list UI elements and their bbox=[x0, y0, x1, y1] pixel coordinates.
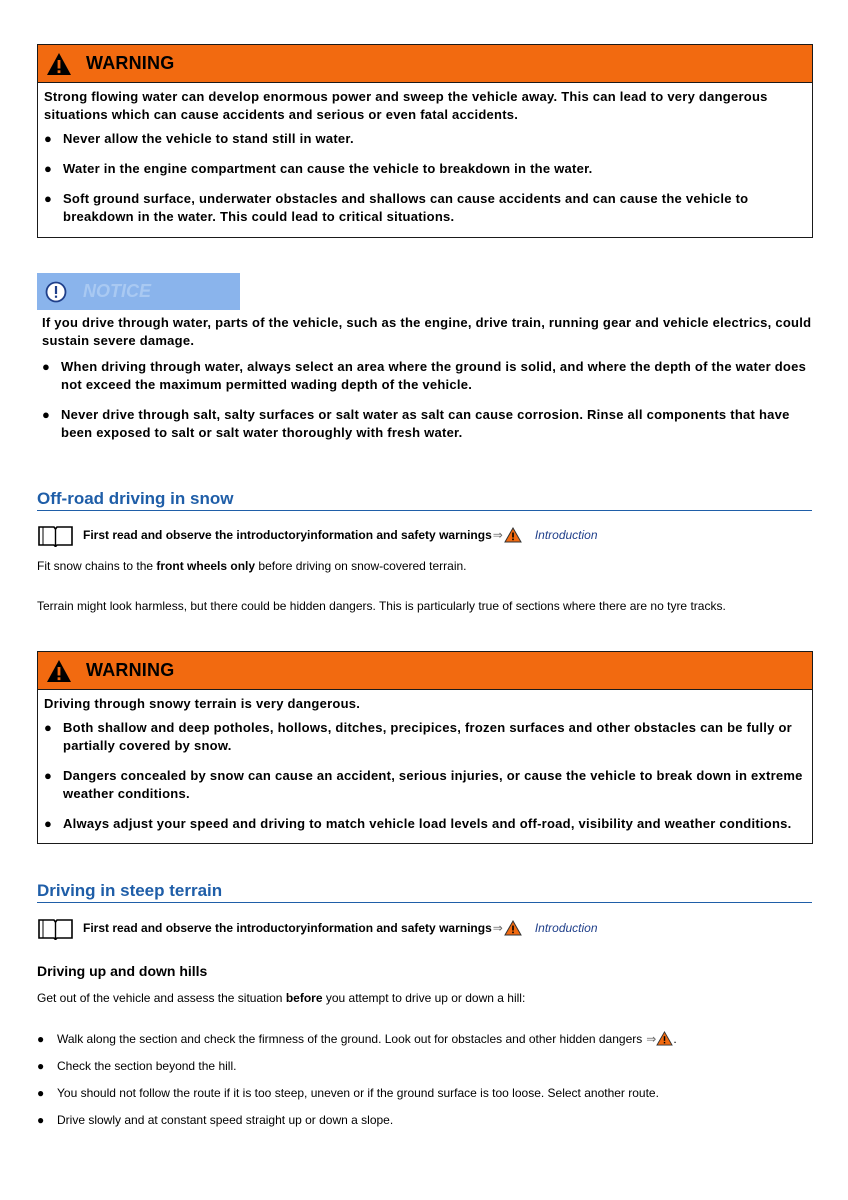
section-heading-snow: Off-road driving in snow bbox=[37, 489, 812, 511]
list-item: ● Never drive through salt, salty surfaces or salt water as salt can cause corrosion. Rinse all components that have been exposed to salt or salt water thoroughly with fresh water. bbox=[42, 407, 790, 440]
read-first-text: First read and observe the introductoryinformation and safety warnings bbox=[83, 921, 492, 935]
read-first-line bbox=[37, 523, 598, 547]
list-item: ● Never allow the vehicle to stand still in water. bbox=[44, 131, 354, 146]
arrow-icon: ⇒ bbox=[646, 1032, 657, 1046]
paragraph-terrain: Terrain might look harmless, but there could be hidden dangers. This is particularly true of sections where there are no tyre tracks. bbox=[37, 599, 726, 613]
hill-checklist bbox=[37, 1031, 817, 1139]
list-item: ● Water in the engine compartment can cause the vehicle to breakdown in the water. bbox=[44, 161, 593, 176]
warning-triangle-icon bbox=[46, 659, 72, 683]
warning-title: WARNING bbox=[86, 660, 175, 680]
book-icon bbox=[37, 917, 74, 940]
notice-body bbox=[42, 314, 812, 454]
warning-triangle-icon bbox=[503, 920, 522, 936]
warning-triangle-icon bbox=[46, 52, 72, 76]
warning-intro: Strong flowing water can develop enormous power and sweep the vehicle away. This can lead to very dangerous situations which can cause accidents and serious or even fatal accidents. bbox=[44, 89, 768, 122]
warning-title: WARNING bbox=[86, 53, 175, 73]
notice-title: NOTICE bbox=[83, 281, 152, 301]
list-item: ● Dangers concealed by snow can cause an accident, serious injuries, or cause the vehicle to break down in extreme weather conditions. bbox=[44, 768, 803, 801]
warning-intro: Driving through snowy terrain is very dangerous. bbox=[44, 696, 361, 711]
arrow-icon: ⇒ bbox=[492, 921, 503, 935]
paragraph-assess: Get out of the vehicle and assess the situation before you attempt to drive up or down a hill: bbox=[37, 991, 526, 1005]
list-item: ● You should not follow the route if it is too steep, uneven or if the ground surface is too loose. Select another route. bbox=[37, 1086, 659, 1100]
warning-triangle-icon bbox=[503, 527, 522, 543]
warning-box-water bbox=[37, 44, 813, 238]
notice-header bbox=[37, 273, 240, 310]
list-item: ● Check the section beyond the hill. bbox=[37, 1059, 237, 1073]
list-item: ● Always adjust your speed and driving to match vehicle load levels and off-road, visibility and weather conditions. bbox=[44, 816, 792, 831]
warning-header bbox=[38, 45, 812, 83]
list-item: ● Both shallow and deep potholes, hollows, ditches, precipices, frozen surfaces and other obstacles can be fully or partially covered by snow. bbox=[44, 720, 792, 753]
book-icon bbox=[37, 524, 74, 547]
warning-triangle-icon bbox=[656, 1031, 673, 1046]
read-first-text: First read and observe the introductoryinformation and safety warnings bbox=[83, 528, 492, 542]
paragraph-snow-chains: Fit snow chains to the front wheels only before driving on snow-covered terrain. bbox=[37, 559, 467, 573]
list-item: ● When driving through water, always select an area where the ground is solid, and where the depth of the water does not exceed the maximum permitted wading depth of the vehicle. bbox=[42, 359, 807, 392]
introduction-link[interactable]: Introduction bbox=[534, 528, 598, 542]
list-item: ● Drive slowly and at constant speed straight up or down a slope. bbox=[37, 1113, 394, 1127]
read-first-line bbox=[37, 916, 598, 940]
section-heading-steep: Driving in steep terrain bbox=[37, 881, 812, 903]
warning-header bbox=[38, 652, 812, 690]
list-item: ● Soft ground surface, underwater obstacles and shallows can cause accidents and can cause the vehicle to breakdown in the water. This could lead to critical situations. bbox=[44, 191, 749, 224]
notice-info-icon bbox=[45, 281, 67, 303]
list-item: ● Walk along the section and check the firmness of the ground. Look out for obstacles and other hidden dangers ⇒ . bbox=[37, 1032, 677, 1046]
introduction-link[interactable]: Introduction bbox=[534, 921, 598, 935]
warning-box-snow bbox=[37, 651, 813, 844]
notice-intro: If you drive through water, parts of the vehicle, such as the engine, drive train, running gear and vehicle electrics, could sustain severe damage. bbox=[42, 315, 812, 348]
arrow-icon: ⇒ bbox=[492, 528, 503, 542]
subheading-hills: Driving up and down hills bbox=[37, 963, 208, 979]
